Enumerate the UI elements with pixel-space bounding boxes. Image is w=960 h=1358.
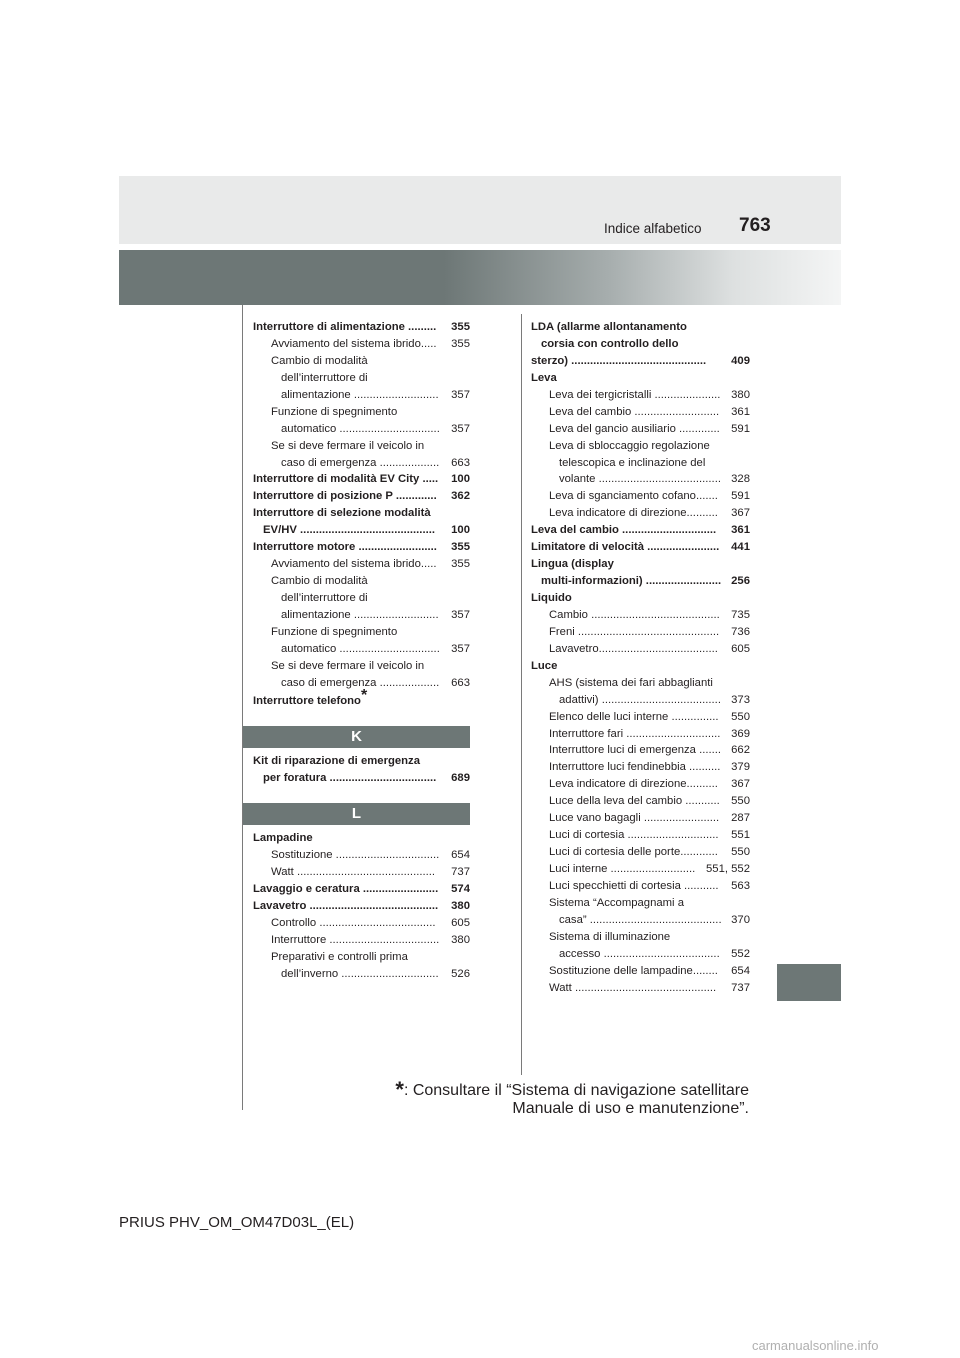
entry-text: sterzo) ........................................... [531,354,707,367]
header-title: Indice alfabetico [604,221,702,236]
index-entry[interactable] [531,878,750,895]
entry-text: Leva di sganciamento cofano....... [549,490,718,503]
index-block-right [531,319,750,997]
entry-text: Lingua (display [531,558,614,571]
index-entry[interactable] [253,966,470,983]
index-entry [531,336,750,353]
document-id: PRIUS PHV_OM_OM47D03L_(EL) [119,1214,355,1231]
entry-text: Interruttore di modalità EV City ..... [253,473,439,486]
entry-page[interactable]: 380 [451,933,470,946]
index-entry [253,353,470,370]
entry-text: Lampadine [253,832,313,844]
index-entry [531,319,750,336]
index-entry [531,675,750,692]
index-entry[interactable] [531,776,750,793]
entry-page[interactable]: 441 [731,541,750,554]
entry-page[interactable]: 550 [731,846,750,859]
entry-text: Cambio di modalità [271,575,368,588]
entry-text: LDA (allarme allontanamento [531,321,687,333]
index-entry[interactable] [253,847,470,864]
index-entry[interactable] [253,471,470,488]
entry-page[interactable]: 355 [451,541,470,554]
entry-text: Preparativi e controlli prima [271,950,408,963]
index-entry[interactable] [531,539,750,556]
entry-text: casa” .......................................... [559,913,722,926]
entry-text: Sistema “Accompagnami a [549,896,684,909]
index-entry[interactable] [531,641,750,658]
index-entry[interactable] [531,861,750,878]
entry-text: Sostituzione ................................. [271,848,440,861]
entry-text: adattivi) ...................................... [559,693,721,706]
entry-text: Cambio di modalità [271,354,368,367]
entry-text: caso di emergenza ................... [281,456,440,469]
entry-page[interactable]: 654 [731,964,750,977]
entry-page[interactable]: 369 [731,727,750,740]
entry-page[interactable]: 367 [731,507,750,520]
entry-page[interactable]: 367 [731,778,750,791]
entry-text: AHS (sistema dei fari abbaglianti [549,676,713,689]
index-entry[interactable] [531,726,750,743]
index-entry[interactable] [531,421,750,438]
entry-page[interactable]: 409 [731,354,750,367]
entry-text: Watt ............................................ [271,865,436,878]
entry-page[interactable]: 256 [731,575,750,588]
entry-page[interactable]: 370 [731,913,750,926]
index-entry[interactable] [253,319,470,336]
entry-page[interactable]: 550 [731,710,750,723]
entry-text: EV/HV ........................................... [263,524,436,537]
index-entry[interactable] [253,915,470,932]
index-entry[interactable] [253,607,470,624]
entry-text: Controllo ..................................... [271,916,436,929]
index-entry[interactable] [531,810,750,827]
entry-text: Interruttore luci fendinebbia .......... [549,761,721,774]
index-entry [253,404,470,421]
index-entry[interactable] [531,827,750,844]
entry-text: Interruttore motore ......................... [253,541,437,554]
entry-text: Luci di cortesia delle porte............ [549,846,718,859]
index-entry[interactable] [531,980,750,997]
entry-text: Interruttore ................................... [271,933,440,946]
entry-page[interactable]: 663 [451,676,470,689]
entry-page[interactable]: 373 [731,693,750,706]
index-entry [253,590,470,607]
entry-text: Luci specchietti di cortesia ........... [549,879,719,892]
index-entry[interactable] [531,573,750,590]
entry-page[interactable]: 574 [451,882,470,895]
index-entry[interactable] [253,770,470,787]
index-entry [531,455,750,472]
index-entry[interactable] [253,898,470,915]
index-entry[interactable] [531,946,750,963]
entry-text: Funzione di spegnimento [271,625,398,638]
index-entry[interactable] [253,881,470,898]
entry-text: Leva indicatore di direzione.......... [549,778,718,791]
entry-page[interactable]: 663 [451,456,470,469]
footnote-text-1: : Consultare il “Sistema di navigazione satellitare [403,1082,749,1099]
index-entry [531,438,750,455]
entry-page[interactable]: 357 [451,642,470,655]
index-entry[interactable] [531,353,750,370]
index-entry[interactable] [253,864,470,881]
index-block-l [253,830,470,982]
entry-page[interactable]: 362 [451,490,470,503]
index-entry[interactable] [253,556,470,573]
entry-page[interactable]: 605 [731,642,750,655]
entry-text: Luci di cortesia ............................. [549,829,719,842]
entry-page[interactable]: 357 [451,422,470,435]
entry-page[interactable]: 591 [731,490,750,503]
header-band [119,176,841,244]
entry-text: dell’interruttore di [281,371,368,384]
index-entry-telefono[interactable] [253,687,470,710]
entry-page[interactable]: 737 [451,865,470,878]
index-entry[interactable] [531,522,750,539]
entry-page[interactable]: 552 [731,947,750,960]
entry-text: Leva di sbloccaggio regolazione [549,439,710,452]
entry-text: Se si deve fermare il veicolo in [271,659,425,672]
entry-text: accesso ..................................... [559,947,720,960]
entry-text: Luce [531,659,558,672]
index-entry [253,438,470,455]
entry-text: dell’inverno ............................... [281,967,439,980]
index-entry[interactable] [531,692,750,709]
entry-page[interactable]: 355 [451,558,470,571]
left-rule [242,305,243,1110]
entry-text: telescopica e inclinazione del [559,456,706,469]
entry-page[interactable]: 662 [731,744,750,757]
index-entry[interactable] [531,387,750,404]
entry-text: Lavavetro...................................... [549,642,718,655]
entry-text: Interruttore di alimentazione ......... [253,321,437,333]
entry-page[interactable]: 737 [731,981,750,994]
entry-text: alimentazione ........................... [281,608,439,621]
index-entry [253,830,470,847]
index-entry[interactable] [531,624,750,641]
index-entry[interactable] [253,455,470,472]
entry-text: Avviamento del sistema ibrido..... [271,558,437,571]
entry-text: Interruttore fari .............................. [549,727,721,740]
entry-text: Luce della leva del cambio ........... [549,795,720,808]
entry-text: Limitatore di velocità ....................... [531,541,720,554]
index-entry [531,590,750,607]
entry-page[interactable]: 357 [451,388,470,401]
index-entry[interactable] [531,607,750,624]
asterisk-mark: * [360,687,368,704]
entry-text: alimentazione ........................... [281,388,439,401]
entry-page[interactable]: 689 [451,771,470,784]
index-entry[interactable] [253,421,470,438]
entry-page[interactable]: 526 [451,967,470,980]
index-entry [253,505,470,522]
index-entry [253,573,470,590]
entry-text: dell’interruttore di [281,592,368,604]
index-entry [253,658,470,675]
entry-text: Sistema di illuminazione [549,930,671,943]
entry-text: Luce vano bagagli ........................ [549,812,720,825]
entry-page[interactable]: 551, 552 [706,863,750,875]
entry-page[interactable]: 100 [451,524,470,537]
index-entry [531,658,750,675]
index-entry[interactable] [531,471,750,488]
entry-text: Elenco delle luci interne ............... [549,710,719,723]
entry-text: Leva dei tergicristalli ..................... [549,388,721,401]
entry-page[interactable]: 379 [731,761,750,774]
index-entry[interactable] [531,844,750,861]
entry-text: Funzione di spegnimento [271,405,398,418]
index-entry[interactable] [531,742,750,759]
entry-text: Interruttore di selezione modalità [253,507,431,520]
index-entry[interactable] [253,641,470,658]
index-entry[interactable] [253,932,470,949]
center-rule [521,314,522,1075]
footnote-line-2: Manuale di uso e manutenzione”. [512,1100,749,1117]
index-entry[interactable] [253,387,470,404]
index-entry [253,624,470,641]
index-entry[interactable] [531,709,750,726]
entry-page[interactable]: 563 [731,879,750,892]
index-entry[interactable] [253,539,470,556]
entry-page[interactable]: 380 [731,388,750,401]
entry-text: Avviamento del sistema ibrido..... [271,337,437,350]
index-entry [253,370,470,387]
section-header-k: K [243,726,470,748]
index-entry [253,949,470,966]
entry-page[interactable]: 361 [731,524,750,537]
entry-text: Leva del cambio ........................... [549,405,720,418]
entry-page[interactable]: 736 [731,625,750,638]
entry-text: Leva [531,371,557,384]
entry-page[interactable]: 355 [451,337,470,350]
entry-text: caso di emergenza ................... [281,676,440,689]
entry-page[interactable]: 328 [731,473,750,486]
index-entry[interactable] [531,912,750,929]
index-entry[interactable] [253,488,470,505]
entry-text: Leva indicatore di direzione.......... [549,507,718,520]
section-header-l: L [243,803,470,825]
entry-page[interactable]: 550 [731,795,750,808]
index-entry [531,370,750,387]
entry-text: Cambio ......................................... [549,608,720,621]
entry-page[interactable]: 380 [451,899,470,912]
entry-text: Luci interne ........................... [549,863,696,875]
entry-page[interactable]: 735 [731,608,750,621]
index-entry[interactable] [253,336,470,353]
entry-page[interactable]: 355 [451,321,470,333]
index-block-k [253,753,470,787]
entry-text: Interruttore di posizione P ............. [253,490,437,503]
entry-text: Interruttore luci di emergenza ....... [549,744,722,757]
entry-text: volante ....................................... [559,473,721,486]
index-entry[interactable] [531,793,750,810]
chapter-tab [777,964,841,1001]
entry-text: Lavaggio e ceratura ........................ [253,882,439,895]
entry-page[interactable]: 654 [451,848,470,861]
entry-text: Lavavetro ......................................... [253,899,439,912]
watermark: carmanualsonline.info [752,1338,879,1353]
entry-text: Watt ............................................. [549,981,717,994]
index-entry[interactable] [531,488,750,505]
entry-page[interactable]: 591 [731,422,750,435]
index-entry [531,929,750,946]
entry-text: Kit di riparazione di emergenza [253,755,420,767]
entry-text: Se si deve fermare il veicolo in [271,439,425,452]
entry-page[interactable]: 357 [451,608,470,621]
entry-text: corsia con controllo dello [541,337,679,350]
entry-text: automatico ................................ [281,422,440,435]
entry-page[interactable]: 605 [451,916,470,929]
index-entry [531,895,750,912]
entry-text: Sostituzione delle lampadine........ [549,964,718,977]
index-entry [531,556,750,573]
entry-text: Liquido [531,592,572,604]
index-block-i [253,319,470,692]
entry-text: per foratura .................................. [263,771,437,784]
entry-text: Leva del cambio .............................. [531,524,717,537]
entry-text: automatico ................................ [281,642,440,655]
index-entry [253,753,470,770]
entry-text: multi-informazioni) ........................ [541,575,722,588]
index-entry[interactable] [253,522,470,539]
index-entry[interactable] [531,505,750,522]
index-entry[interactable] [531,404,750,421]
entry-page[interactable]: 100 [451,473,470,486]
entry-text: Leva del gancio ausiliario ............. [549,422,720,435]
entry-page[interactable]: 361 [731,405,750,418]
index-entry[interactable] [531,963,750,980]
index-entry[interactable] [531,759,750,776]
entry-text: Freni ............................................. [549,625,720,638]
footnote-asterisk: * [395,1077,404,1102]
gradient-band [119,250,841,305]
entry-page[interactable]: 287 [731,812,750,825]
page-number: 763 [739,215,771,236]
telefono-label: Interruttore telefono [253,695,361,707]
entry-page[interactable]: 551 [731,829,750,842]
